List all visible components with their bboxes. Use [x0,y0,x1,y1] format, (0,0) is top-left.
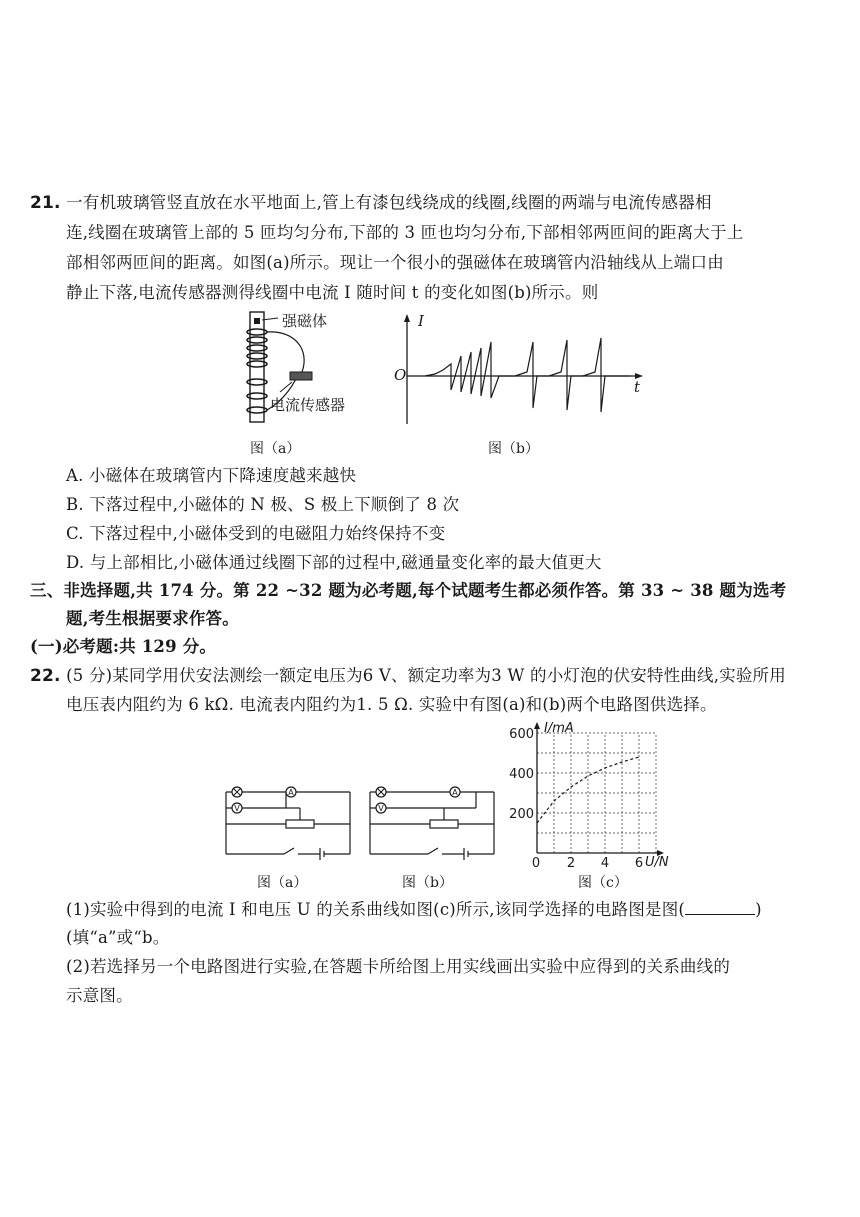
q21-line4: 静止下落,电流传感器测得线圈中电流 I 随时间 t 的变化如图(b)所示。则 [66,283,599,302]
x-tick-label: 2 [566,856,576,871]
q21-number: 21. [30,193,61,213]
current-waveform [425,338,631,412]
x-tick-label: 6 [634,856,644,871]
q21-option-d: D. 与上部相比,小磁体通过线圈下部的过程中,磁通量变化率的最大值更大 [66,553,602,572]
x-tick-label: 0 [531,856,541,871]
q22-sub2-line1: (2)若选择另一个电路图进行实验,在答题卡所给图上用实线画出实验中应得到的关系曲线的 [66,957,731,976]
circuit-b [366,778,498,858]
fig-b-y-label: I [418,312,424,330]
fig-b-origin: O [394,366,407,384]
svg-text:V: V [378,804,384,813]
caption-circuit-b: 图（b） [402,875,453,891]
iv-curve [537,757,639,823]
caption-graph-c: 图（c） [578,875,628,891]
q22-number: 22. [30,666,61,686]
q21-option-b: B. 下落过程中,小磁体的 N 极、S 极上下顺倒了 8 次 [66,495,460,514]
label-sensor: 电流传感器 [270,396,346,414]
graph-y-label: I/mA [544,721,574,736]
q22-sub1-line2: (填“a”或“b。 [66,928,170,947]
lamp-icon [232,787,242,797]
q21-line3: 部相邻两匝间的距离。如图(a)所示。现让一个很小的强磁体在玻璃管内沿轴线从上端口由 [66,253,724,272]
x-tick-label: 4 [600,856,610,871]
caption-fig-b: 图（b） [488,441,539,457]
q22-line2: 电压表内阻约为 6 kΩ. 电流表内阻约为1. 5 Ω. 实验中有图(a)和(b)两个电路图供选择。 [66,695,717,714]
graph-y-arrow-icon [534,722,540,729]
q21-line2: 连,线圈在玻璃管上部的 5 匝均匀分布,下部的 3 匝也均匀分布,下部相邻两匝间的距离大于上 [66,223,744,242]
q21-option-c: C. 下落过程中,小磁体受到的电磁阻力始终保持不变 [66,524,446,543]
section3-line2: 题,考生根据要求作答。 [66,609,239,628]
graph-c [500,720,680,872]
q21-option-a: A. 小磁体在玻璃管内下降速度越来越快 [66,466,357,485]
y-tick-label: 200 [509,807,534,822]
voltmeter-icon [232,803,242,813]
q21-figure-b [395,312,655,427]
current-sensor [290,372,312,380]
fig-b-x-label: t [634,378,641,396]
wire-1 [267,332,304,372]
y-tick-label: 600 [509,727,534,742]
lamp-icon [376,787,386,797]
svg-text:A: A [452,788,458,797]
section3-sub: (一)必考题:共 129 分。 [30,637,217,656]
graph-x-label: U/N [645,855,669,870]
voltmeter-icon [376,803,386,813]
svg-text:V: V [234,804,240,813]
svg-text:A: A [288,788,294,797]
label-magnet: 强磁体 [282,312,328,330]
circuit-a [222,778,354,858]
graph-ticks [509,727,643,871]
q22-line1: 22. (5 分)某同学用伏安法测绘一额定电压为6 V、额定功率为3 W 的小灯泡的伏安特性曲线,实验所用 [30,666,786,686]
graph-grid [537,733,656,853]
caption-circuit-a: 图（a） [257,875,308,891]
answer-blank[interactable] [685,898,755,915]
section3-line1: 三、非选择题,共 174 分。第 22 ~32 题为必考题,每个试题考生都必须作答。第 33 ~ 38 题为选考 [30,581,787,600]
ammeter-icon [286,787,296,797]
q21-line1: 21. 一有机玻璃管竖直放在水平地面上,管上有漆包线绕成的线圈,线圈的两端与电流传感器相 [30,193,712,213]
q22-sub1-line1: (1)实验中得到的电流 I 和电压 U 的关系曲线如图(c)所示,该同学选择的电路图是图( ) [66,900,762,919]
y-tick-label: 400 [509,767,534,782]
magnet [254,318,260,324]
caption-fig-a: 图（a） [250,441,301,457]
sensor-pointer [280,382,292,392]
ammeter-icon [450,787,460,797]
q22-sub2-line2: 示意图。 [66,986,133,1005]
y-axis-arrow-icon [404,314,410,322]
